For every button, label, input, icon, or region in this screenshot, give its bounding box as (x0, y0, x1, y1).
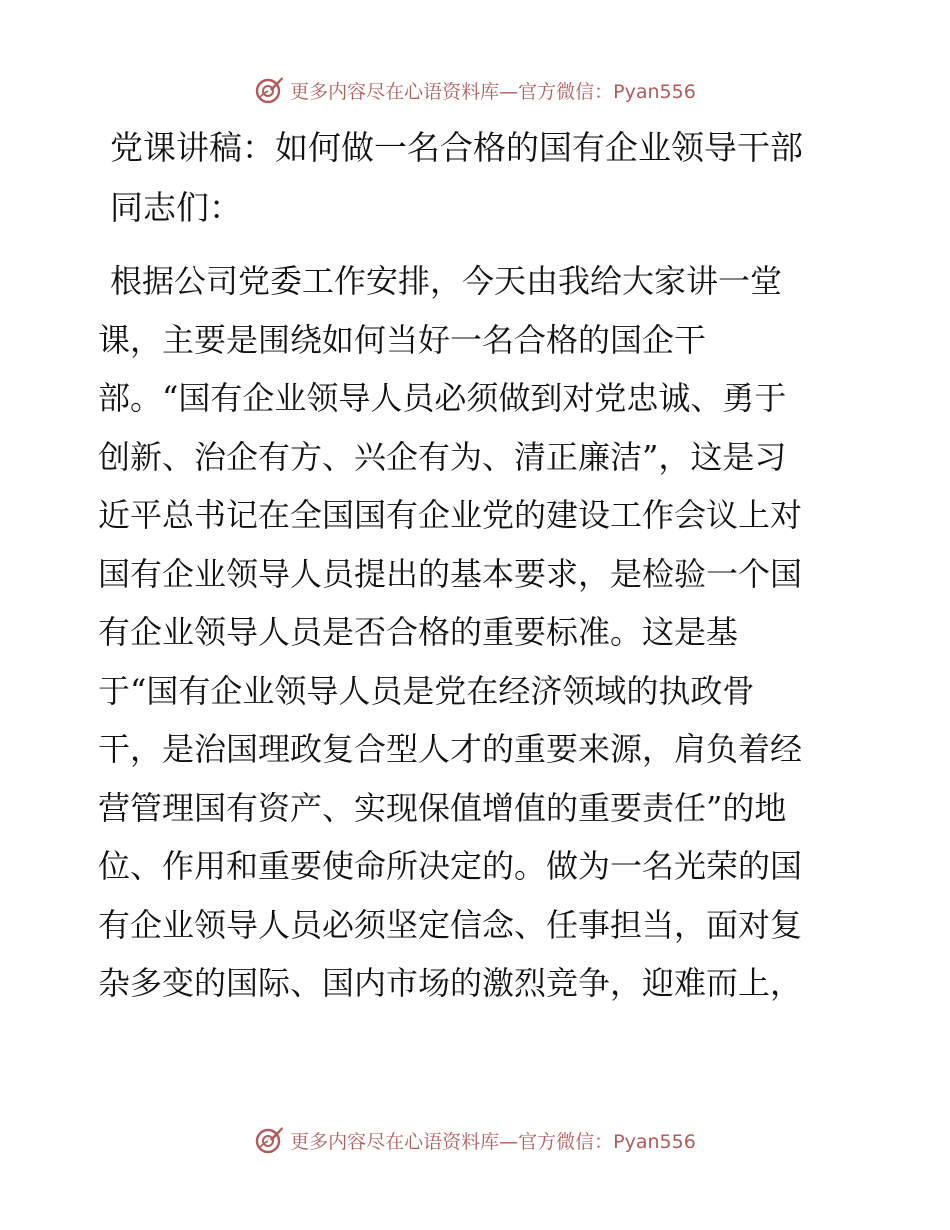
watermark-text: 更多内容尽在心语资料库—官方微信：Pyan556 (290, 1130, 696, 1153)
pen-logo-icon (254, 1125, 284, 1155)
body-line: 有企业领导人员是否合格的重要标准。这是基 (98, 613, 739, 651)
body-line: 课，主要是围绕如何当好一名合格的国企干 (98, 320, 707, 359)
salutation: 同志们： (110, 188, 242, 227)
body-line: 于“国有企业领导人员是党在经济领域的执政骨 (98, 671, 755, 710)
watermark-text: 更多内容尽在心语资料库—官方微信：Pyan556 (290, 80, 696, 103)
document-body (98, 252, 858, 1013)
body-line: 营管理国有资产、实现保值增值的重要责任”的地 (98, 788, 787, 827)
body-line: 国有企业领导人员提出的基本要求，是检验一个国 (98, 554, 803, 593)
body-line: 创新、治企有方、兴企有为、清正廉洁”，这是习 (98, 437, 787, 476)
body-line: 杂多变的国际、国内市场的激烈竞争，迎难而上， (98, 964, 803, 1002)
body-line: 干，是治国理政复合型人才的重要来源，肩负着经 (98, 730, 803, 768)
body-line: 位、作用和重要使命所决定的。做为一名光荣的国 (98, 847, 803, 885)
document-title: 党课讲稿：如何做一名合格的国有企业领导干部 (110, 128, 803, 167)
pen-logo-icon (254, 75, 284, 105)
header-watermark (0, 70, 950, 110)
body-line: 部。“国有企业领导人员必须做到对党忠诚、勇于 (98, 379, 787, 417)
document-page (98, 118, 858, 1013)
body-line: 近平总书记在全国国有企业党的建设工作会议上对 (98, 496, 803, 534)
body-line: 根据公司党委工作安排，今天由我给大家讲一堂 (110, 262, 783, 300)
body-line: 有企业领导人员必须坚定信念、任事担当，面对复 (98, 905, 803, 944)
footer-watermark (0, 1120, 950, 1160)
